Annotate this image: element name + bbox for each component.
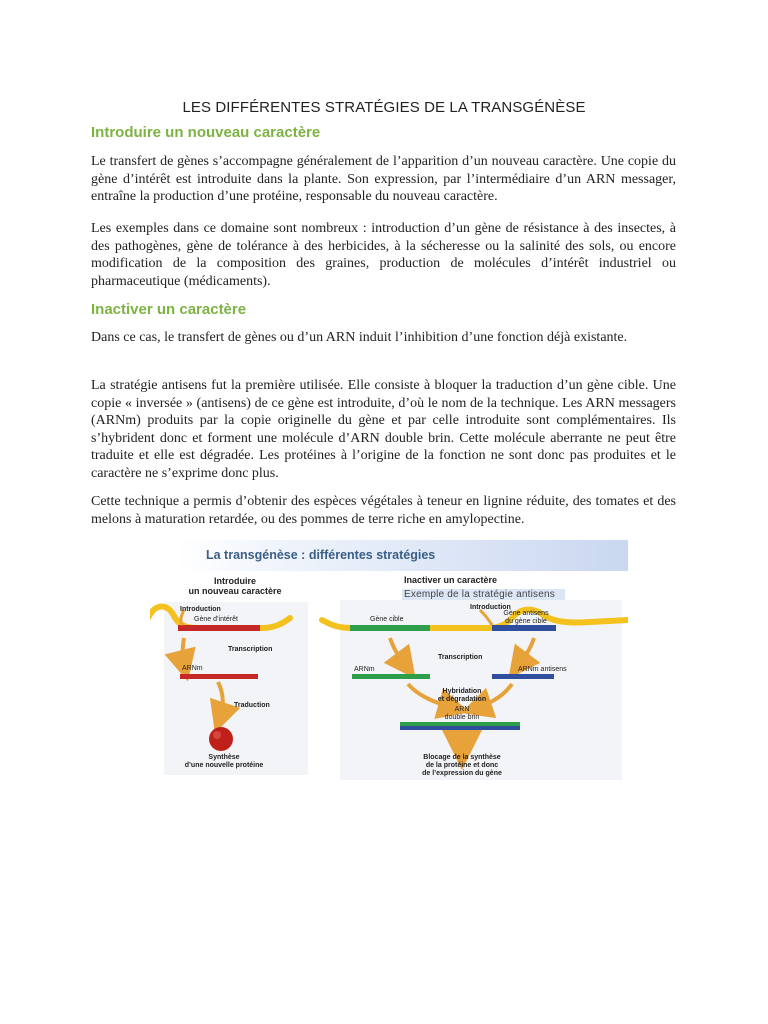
label-gene-antisens: Gène antisens du gène cible: [503, 610, 549, 625]
arrow-traduction-left: [218, 682, 223, 718]
arrow-transcription-target: [390, 638, 406, 666]
paragraph-transfert: Le transfert de gènes s’accompagne généralement de l’apparition d’un nouveau caractère. Une copie du gène d’intérêt est introduite dans la plante. Son expression, par l’intermédiaire d’un ARN messager, entraîne la production d’une protéine, responsable du nouveau caractère.: [91, 154, 676, 204]
arnm-left: [180, 674, 258, 679]
paragraph-antisens: La stratégie antisens fut la première utilisée. Elle consiste à bloquer la traduction d’un gène cible. Une copie « inversée » (antisens) de ce gène est introduite, d’où le nom de la technique. Les ARN messagers (ARNm) produits par la copie originelle du gène et par celle introduite sont complémentaires. Ils s’hybrident donc et forment une molécule d’ARN double brin. Cette molécule aberrante ne peut être traduite et elle est dégradée. Les protéines à l’origine de la fonction ne sont donc pas produites et le caractère ne s’exprime donc plus.: [91, 378, 676, 481]
gene-target-right: [350, 625, 430, 631]
arnm-antisense-right: [492, 674, 554, 679]
label-blocage: Blocage de la synthèse de la protéine et donc de l’expression du gène: [422, 754, 502, 777]
arn-double-brin-green: [400, 722, 520, 726]
label-introduction-left: Introduction: [180, 606, 221, 613]
label-hybridation: Hybridation et dégradation: [437, 688, 487, 703]
arrow-transcription-left: [183, 638, 185, 666]
label-synthese: Synthèse d’une nouvelle protéine: [184, 754, 264, 769]
paragraph-applications: Cette technique a permis d’obtenir des espèces végétales à teneur en lignine réduite, des tomates et des melons à maturation retardée, ou des pommes de terre riche en amylopectine.: [91, 494, 676, 527]
left-column-title: Introduire un nouveau caractère: [188, 576, 282, 596]
label-introduction-right: Introduction: [470, 604, 511, 611]
figure-title: La transgénèse : différentes stratégies: [206, 548, 436, 562]
label-arnm-antisens: ARNm antisens: [518, 666, 567, 673]
label-arnm-left: ARNm: [182, 665, 203, 672]
protein-icon: [209, 727, 233, 751]
arrow-introduction-right: [480, 610, 492, 625]
page-title: LES DIFFÉRENTES STRATÉGIES DE LA TRANSGÉNÈSE: [182, 99, 586, 116]
label-gene-cible: Gène cible: [370, 616, 404, 623]
label-gene-interest: Gène d’intérêt: [194, 616, 238, 623]
section-heading-inactiver: Inactiver un caractère: [91, 301, 247, 318]
figure-transgenese: [150, 540, 628, 790]
gene-interest-left: [178, 625, 260, 631]
label-arn-double-brin: ARN double brin: [444, 706, 480, 721]
paragraph-inhibition: Dans ce cas, le transfert de gènes ou d’un ARN induit l’inhibition d’une fonction déjà existante.: [91, 330, 628, 345]
figure-subtitle: Exemple de la stratégie antisens: [402, 589, 565, 600]
label-arnm-right: ARNm: [354, 666, 375, 673]
label-transcription-left: Transcription: [228, 646, 273, 653]
arrow-transcription-antisense: [518, 638, 534, 666]
label-traduction-left: Traduction: [234, 702, 270, 709]
paragraph-exemples: Les exemples dans ce domaine sont nombreux : introduction d’un gène de résistance à des insectes, à des pathogènes, gène de tolérance à des herbicides, à la sécheresse ou la salinité des sols, ou encore modification de la composition des graines, production de molécules d’intérêt industriel ou pharmaceutique (médicaments).: [91, 221, 676, 289]
label-transcription-right: Transcription: [438, 654, 483, 661]
arn-double-brin-blue: [400, 726, 520, 730]
arnm-right: [352, 674, 430, 679]
section-heading-introduire: Introduire un nouveau caractère: [91, 124, 321, 141]
right-column-title: Inactiver un caractère: [404, 575, 498, 585]
